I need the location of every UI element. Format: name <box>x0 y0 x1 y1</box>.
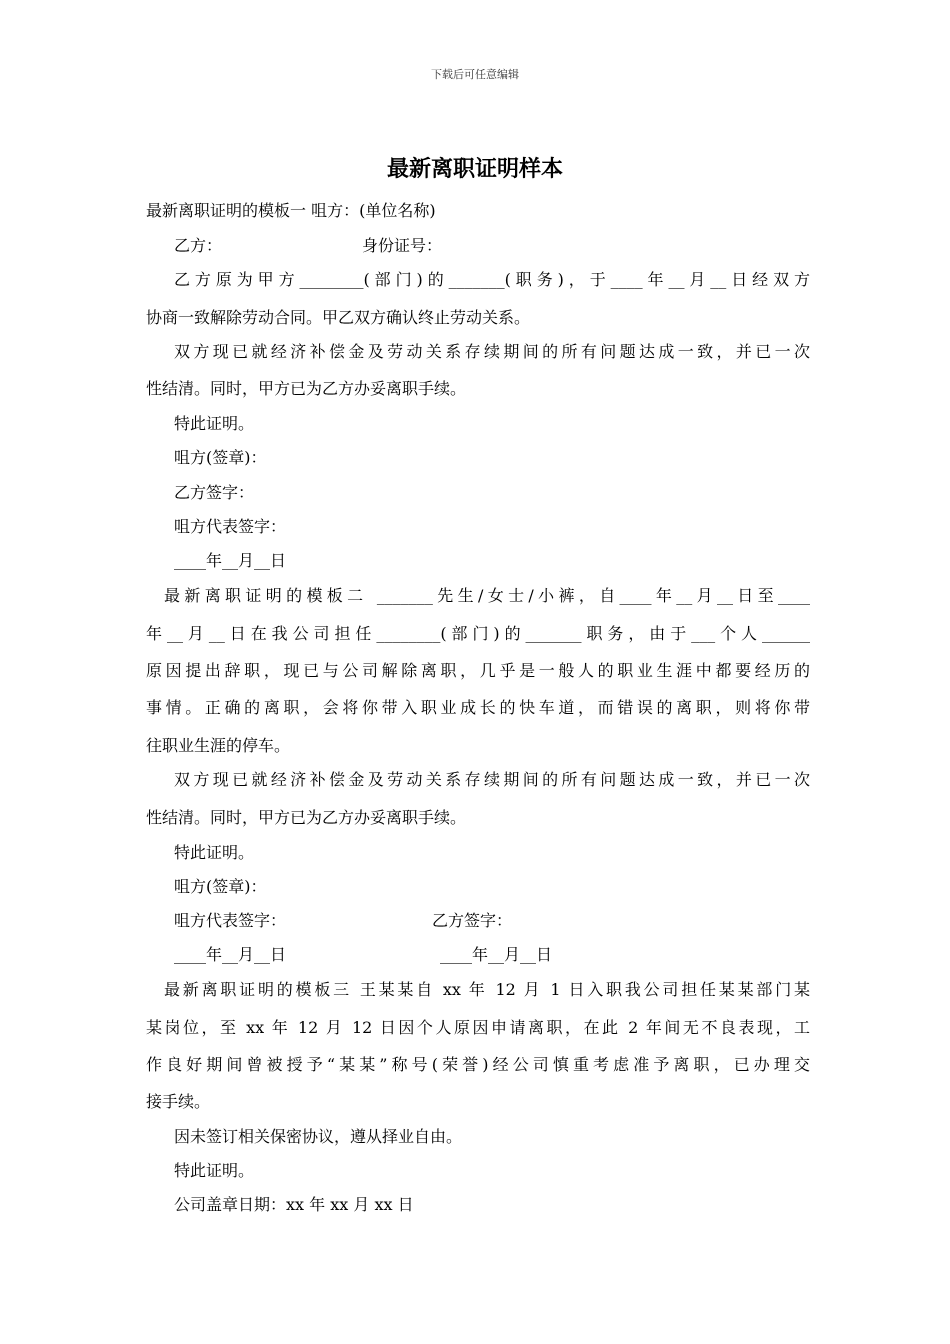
template2-para2-line2: 性结清。同时，甲方已为乙方办妥离职手续。 <box>146 808 467 827</box>
template2-certify: 特此证明。 <box>174 843 255 862</box>
template3-line2: 某岗位，至 xx 年 12 月 12 日因个人原因申请离职，在此 2 年间无不良表现，工 <box>146 1018 810 1037</box>
template1-sign-rep: 咀方代表签字： <box>174 517 287 536</box>
template1-intro: 最新离职证明的模板一 咀方：(单位名称) <box>146 201 436 220</box>
template3-line3: 作良好期间曾被授予“某某”称号(荣誉)经公司慎重考虑准予离职，已办理交 <box>146 1055 810 1074</box>
id-number-label: 身份证号： <box>362 236 443 255</box>
template1-para2-line2: 性结清。同时，甲方已为乙方办妥离职手续。 <box>146 379 467 398</box>
party-b-label: 乙方： <box>174 236 223 255</box>
template1-para1-line1: 乙方原为甲方________(部门)的_______(职务)，于____年__月__日经双方 <box>174 270 810 289</box>
sign-b-label: 乙方签字： <box>432 911 513 930</box>
template3-line4: 接手续。 <box>146 1092 211 1111</box>
template2-sign-row <box>174 909 810 933</box>
date-b: ____年__月__日 <box>440 945 553 964</box>
template1-date: ____年__月__日 <box>174 551 287 570</box>
template1-party-b <box>174 234 810 258</box>
template3-seal-date: 公司盖章日期：xx 年 xx 月 xx 日 <box>174 1195 414 1214</box>
sign-rep-label: 咀方代表签字： <box>174 911 287 930</box>
template1-sign-a: 咀方(签章)： <box>174 448 267 467</box>
template2-para2-line1: 双方现已就经济补偿金及劳动关系存续期间的所有问题达成一致，并已一次 <box>174 770 810 789</box>
page-title: 最新离职证明样本 <box>386 156 563 182</box>
template3-certify: 特此证明。 <box>174 1161 255 1180</box>
template1-para2-line1: 双方现已就经济补偿金及劳动关系存续期间的所有问题达成一致，并已一次 <box>174 342 810 361</box>
template3-line1: 最新离职证明的模板三 王某某自 xx 年 12 月 1 日入职我公司担任某某部门某 <box>164 980 810 999</box>
template2-line4: 事情。正确的离职，会将你带入职业成长的快车道，而错误的离职，则将你带 <box>146 698 810 717</box>
template2-line5: 往职业生涯的停车。 <box>146 736 291 755</box>
header-note: 下载后可任意编辑 <box>431 68 519 81</box>
template1-para1-line2: 协商一致解除劳动合同。甲乙双方确认终止劳动关系。 <box>146 308 531 327</box>
template2-sign-a: 咀方(签章)： <box>174 877 267 896</box>
template2-line1: 最新离职证明的模板二 _______先生/女士/小裤，自____年__月__日至____ <box>164 586 810 605</box>
template1-sign-b: 乙方签字： <box>174 483 255 502</box>
template2-line2: 年__月__日在我公司担任________(部门)的_______职务，由于___个人______ <box>146 624 810 643</box>
template2-line3: 原因提出辞职，现已与公司解除离职，几乎是一般人的职业生涯中都要经历的 <box>146 661 810 680</box>
date-a: ____年__月__日 <box>174 945 287 964</box>
template3-confidential: 因未签订相关保密协议，遵从择业自由。 <box>174 1127 463 1146</box>
template2-date-row <box>174 943 810 967</box>
template1-certify: 特此证明。 <box>174 414 255 433</box>
